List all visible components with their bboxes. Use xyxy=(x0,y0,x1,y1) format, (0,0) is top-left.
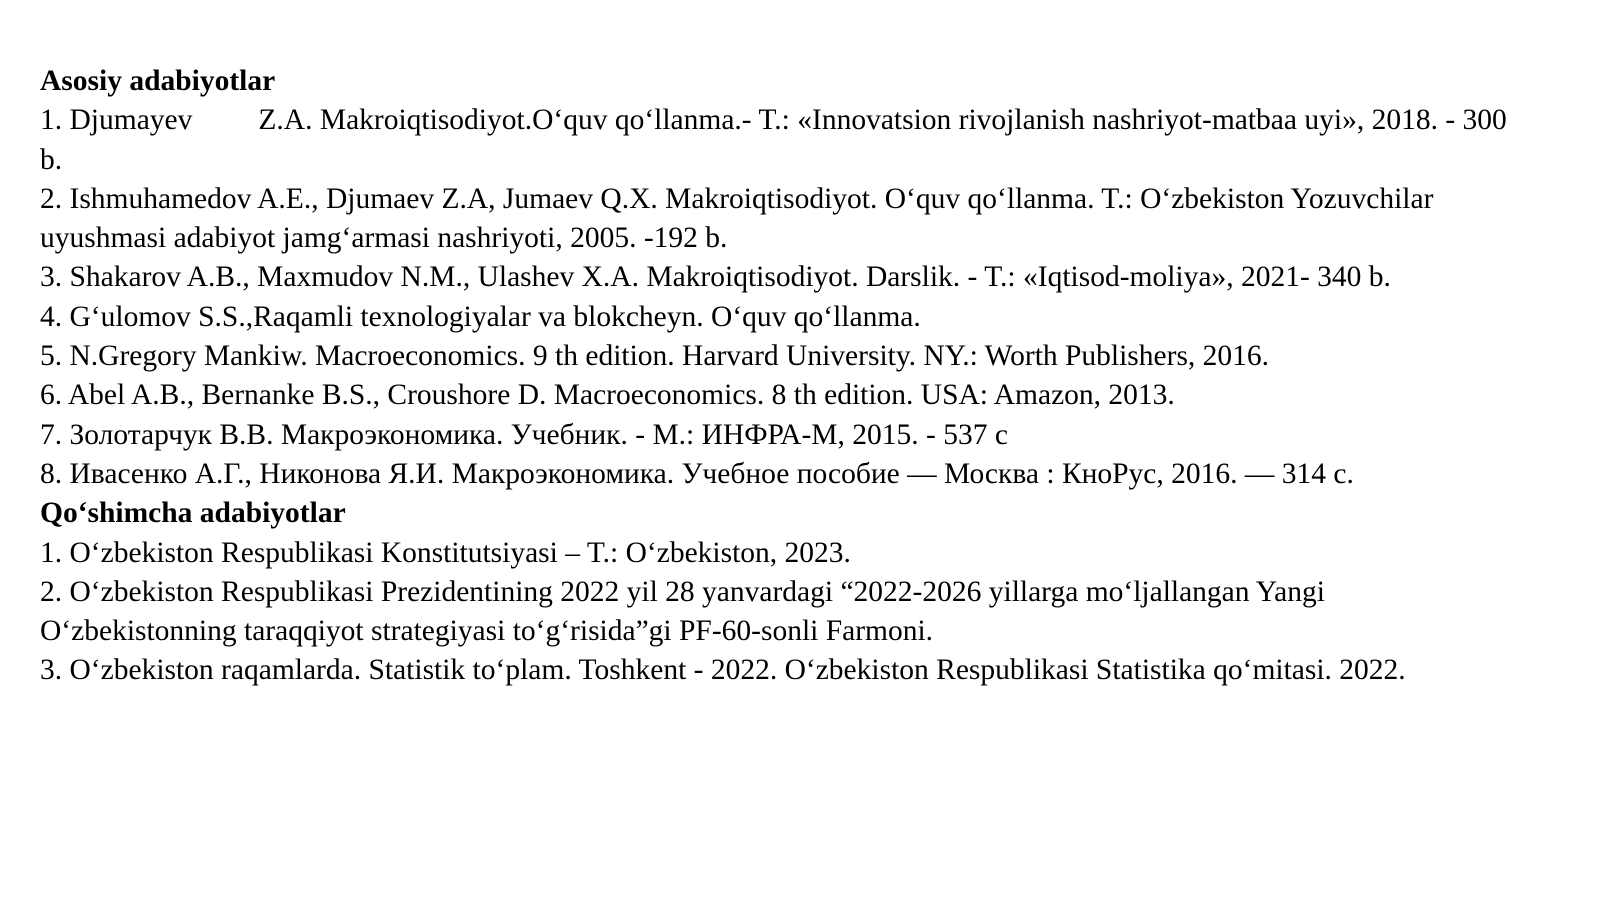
main-literature-entry-6: 6. Abel A.B., Bernanke B.S., Croushore D. Macroeconomics. 8 th edition. USA: Amazon, 2013. xyxy=(40,379,1175,412)
additional-literature-entry-1: 1. O‘zbekiston Respublikasi Konstitutsiyasi – T.: O‘zbekiston, 2023. xyxy=(40,536,851,569)
main-literature-entry-8: 8. Ивасенко А.Г., Никонова Я.И. Макроэкономика. Учебное пособие — Москва : КноРус, 2016. — 314 с. xyxy=(40,457,1354,490)
entry-details: Z.A. Makroiqtisodiyot.O‘quv qo‘llanma.- T.: «Innovatsion rivojlanish nashriyot-matbaa uyi», 2018. - 300 b. xyxy=(40,104,1507,176)
main-literature-entry-4: 4. G‘ulomov S.S.,Raqamli texnologiyalar va blokcheyn. O‘quv qo‘llanma. xyxy=(40,300,921,333)
additional-literature-entry-2: 2. O‘zbekiston Respublikasi Prezidentining 2022 yil 28 yanvardagi “2022-2026 yillarga mo‘ljallangan Yangi O‘zbekistonning taraqqiyot strategiyasi to‘g‘risida”gi PF-60-sonli Farmoni. xyxy=(40,575,1325,648)
additional-literature-entry-3: 3. O‘zbekiston raqamlarda. Statistik to‘plam. Toshkent - 2022. O‘zbekiston Respublikasi Statistika qo‘mitasi. 2022. xyxy=(40,654,1406,687)
entry-author: 1. Djumayev xyxy=(40,104,193,137)
additional-literature-heading: Qo‘shimcha adabiyotlar xyxy=(40,497,346,530)
bibliography-page xyxy=(40,62,1520,691)
main-literature-entry-2: 2. Ishmuhamedov A.E., Djumaev Z.A, Jumaev Q.X. Makroiqtisodiyot. O‘quv qo‘llanma. T.: O‘zbekiston Yozuvchilar uyushmasi adabiyot jamg‘armasi nashriyoti, 2005. -192 b. xyxy=(40,182,1434,255)
main-literature-entry-3: 3. Shakarov A.B., Maxmudov N.M., Ulashev X.A. Makroiqtisodiyot. Darslik. - T.: «Iqtisod-moliya», 2021- 340 b. xyxy=(40,261,1391,294)
main-literature-heading: Asosiy adabiyotlar xyxy=(40,65,276,97)
main-literature-entry-5: 5. N.Gregory Mankiw. Macroeconomics. 9 th edition. Harvard University. NY.: Worth Publishers, 2016. xyxy=(40,340,1270,373)
main-literature-entry-7: 7. Золотарчук В.В. Макроэкономика. Учебник. - М.: ИНФРА-М, 2015. - 537 с xyxy=(40,418,1008,451)
main-literature-entry-1 xyxy=(40,101,1520,180)
